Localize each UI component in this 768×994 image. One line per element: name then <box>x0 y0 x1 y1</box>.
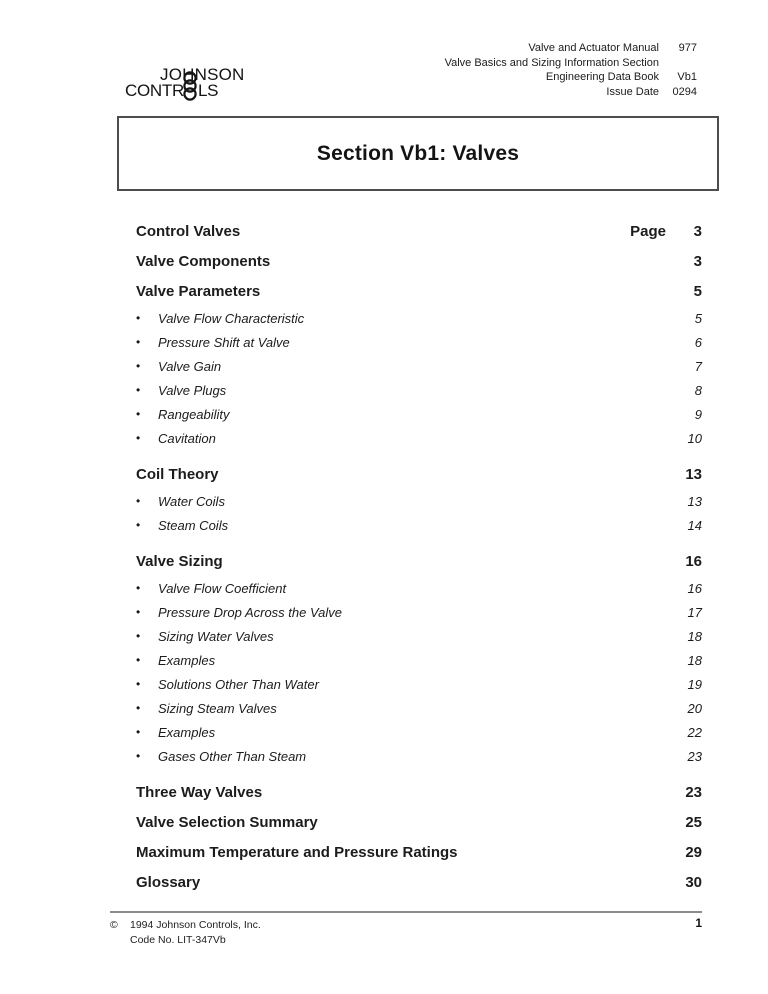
code-number-line: Code No. LIT-347Vb <box>130 933 226 946</box>
footer-divider <box>110 911 702 913</box>
toc-entry-label: Pressure Shift at Valve <box>158 334 290 350</box>
toc-entry-label: Cavitation <box>158 430 216 446</box>
toc-page-number: 13 <box>687 493 702 509</box>
toc-page-number: 25 <box>685 813 702 831</box>
footer-text-block <box>110 918 261 947</box>
section-title: Section Vb1: Valves <box>316 141 520 165</box>
toc-page-cell <box>674 494 702 509</box>
toc-sub-row <box>136 672 702 696</box>
toc-heading-row <box>136 459 702 489</box>
toc-sub-row <box>136 330 702 354</box>
header-info-value: Vb1 <box>677 71 697 84</box>
toc-entry-label: Three Way Valves <box>136 783 263 801</box>
toc-entry-label: Valve Flow Coefficient <box>158 580 287 596</box>
bullet-icon: • <box>136 335 141 349</box>
header-info-value: 0294 <box>672 85 697 98</box>
toc-sub-row <box>136 624 702 648</box>
toc-heading-row <box>136 867 702 897</box>
toc-entry-label: Valve Plugs <box>158 382 227 398</box>
toc-page-number: 8 <box>694 382 702 398</box>
header-info-label: Engineering Data Book <box>545 71 659 84</box>
toc-page-cell <box>674 725 702 740</box>
logo-text-johnson: JOHNSON <box>160 65 245 84</box>
logo-text-controls-right: LS <box>198 81 219 100</box>
toc-entry-label: Steam Coils <box>158 517 229 533</box>
stacked-rings-icon <box>182 71 198 107</box>
toc-page-number: 23 <box>687 748 702 764</box>
bullet-icon: • <box>136 677 141 691</box>
toc-page-number: 19 <box>687 676 702 692</box>
toc-sub-row <box>136 720 702 744</box>
toc-page-number: 18 <box>687 652 702 668</box>
bullet-icon: • <box>136 653 141 667</box>
toc-heading-row <box>136 807 702 837</box>
toc-page-number: 18 <box>687 628 702 644</box>
toc-heading-row <box>136 777 702 807</box>
table-of-contents <box>136 216 702 897</box>
toc-page-cell <box>674 383 702 398</box>
toc-entry-label: Sizing Water Valves <box>158 628 274 644</box>
toc-page-cell <box>674 784 702 801</box>
bullet-icon: • <box>136 431 141 445</box>
header-info-label: Valve Basics and Sizing Information Section <box>444 56 659 69</box>
toc-sub-row <box>136 402 702 426</box>
header-info-block <box>445 41 697 99</box>
toc-entry-label: Water Coils <box>158 493 225 509</box>
toc-entry-label: Examples <box>158 652 216 668</box>
toc-page-cell <box>674 311 702 326</box>
toc-heading-row <box>136 837 702 867</box>
toc-entry-label: Maximum Temperature and Pressure Ratings <box>136 843 458 861</box>
header-info-value <box>659 56 697 71</box>
toc-page-number: 17 <box>687 604 702 620</box>
toc-page-number: 13 <box>685 465 702 483</box>
toc-heading-row <box>136 216 702 246</box>
toc-page-cell <box>674 431 702 446</box>
toc-page-number: 10 <box>687 430 702 446</box>
toc-page-number: 5 <box>694 310 702 326</box>
copyright-text: 1994 Johnson Controls, Inc. <box>130 919 261 931</box>
header-info-label: Issue Date <box>606 85 659 98</box>
toc-entry-label: Solutions Other Than Water <box>158 676 319 692</box>
toc-page-number: 16 <box>685 552 702 570</box>
toc-sub-row <box>136 696 702 720</box>
copyright-symbol: © <box>110 919 118 931</box>
bullet-icon: • <box>136 605 141 619</box>
toc-entry-label: Pressure Drop Across the Valve <box>158 604 342 620</box>
toc-heading-row <box>136 246 702 276</box>
toc-page-cell <box>674 844 702 861</box>
toc-page-cell <box>674 553 702 570</box>
header-info-row <box>445 85 697 100</box>
toc-page-cell <box>674 677 702 692</box>
bullet-icon: • <box>136 359 141 373</box>
toc-entry-label: Valve Components <box>136 252 271 270</box>
toc-entry-label: Control Valves <box>136 222 241 240</box>
toc-page-cell <box>674 701 702 716</box>
bullet-icon: • <box>136 311 141 325</box>
bullet-icon: • <box>136 518 141 532</box>
toc-page-number: 9 <box>694 406 702 422</box>
toc-page-number: 20 <box>687 700 702 716</box>
toc-page-cell <box>674 581 702 596</box>
toc-page-cell <box>674 605 702 620</box>
toc-page-number: 7 <box>694 358 702 374</box>
toc-page-number: 5 <box>693 282 702 300</box>
bullet-icon: • <box>136 407 141 421</box>
toc-entry-label: Gases Other Than Steam <box>158 748 307 764</box>
header-info-row <box>445 56 697 71</box>
header-info-row <box>445 70 697 85</box>
toc-sub-row <box>136 489 702 513</box>
toc-heading-row <box>136 546 702 576</box>
toc-page-cell <box>674 629 702 644</box>
toc-entry-label: Valve Parameters <box>136 282 261 300</box>
bullet-icon: • <box>136 749 141 763</box>
toc-page-number: 23 <box>685 783 702 801</box>
toc-page-cell <box>674 466 702 483</box>
toc-page-cell <box>674 283 702 300</box>
logo-text-controls-left: CONTR <box>125 81 184 100</box>
toc-entry-label: Coil Theory <box>136 465 219 483</box>
toc-entry-label: Glossary <box>136 873 201 891</box>
toc-entry-label: Rangeability <box>158 406 230 422</box>
copyright-line <box>110 918 261 933</box>
toc-sub-row <box>136 600 702 624</box>
toc-sub-row <box>136 513 702 537</box>
bullet-icon: • <box>136 701 141 715</box>
toc-page-number: 3 <box>693 222 702 240</box>
toc-heading-row <box>136 276 702 306</box>
bullet-icon: • <box>136 629 141 643</box>
toc-page-cell <box>674 359 702 374</box>
toc-entry-label: Valve Sizing <box>136 552 223 570</box>
header-info-label: Valve and Actuator Manual <box>528 42 659 54</box>
toc-page-cell <box>630 223 702 240</box>
toc-entry-label: Valve Selection Summary <box>136 813 318 831</box>
toc-page-cell <box>674 518 702 533</box>
toc-page-cell <box>674 407 702 422</box>
toc-page-number: 14 <box>687 517 702 533</box>
header-info-value: 977 <box>678 42 697 54</box>
bullet-icon: • <box>136 725 141 739</box>
section-title-box <box>117 116 719 191</box>
toc-sub-row <box>136 744 702 768</box>
toc-page-cell <box>674 874 702 891</box>
toc-page-cell <box>674 749 702 764</box>
toc-page-number: 22 <box>687 724 702 740</box>
toc-entry-label: Valve Gain <box>158 358 222 374</box>
footer-page-number: 1 <box>695 916 702 930</box>
toc-page-number: 29 <box>685 843 702 861</box>
toc-page-cell <box>674 335 702 350</box>
toc-page-number: 3 <box>693 252 702 270</box>
toc-sub-row <box>136 354 702 378</box>
bullet-icon: • <box>136 581 141 595</box>
toc-sub-row <box>136 648 702 672</box>
toc-sub-row <box>136 378 702 402</box>
johnson-controls-logo <box>125 64 255 104</box>
bullet-icon: • <box>136 383 141 397</box>
toc-entry-label: Valve Flow Characteristic <box>158 310 305 326</box>
toc-page-cell <box>674 653 702 668</box>
toc-sub-row <box>136 306 702 330</box>
toc-entry-label: Sizing Steam Valves <box>158 700 277 716</box>
toc-page-column-label: Page <box>630 222 666 240</box>
toc-page-cell <box>674 814 702 831</box>
header-info-row <box>445 41 697 56</box>
toc-page-number: 6 <box>694 334 702 350</box>
bullet-icon: • <box>136 494 141 508</box>
toc-page-number: 16 <box>687 580 702 596</box>
toc-sub-row <box>136 576 702 600</box>
toc-page-cell <box>674 253 702 270</box>
toc-entry-label: Examples <box>158 724 216 740</box>
toc-page-number: 30 <box>685 873 702 891</box>
toc-sub-row <box>136 426 702 450</box>
